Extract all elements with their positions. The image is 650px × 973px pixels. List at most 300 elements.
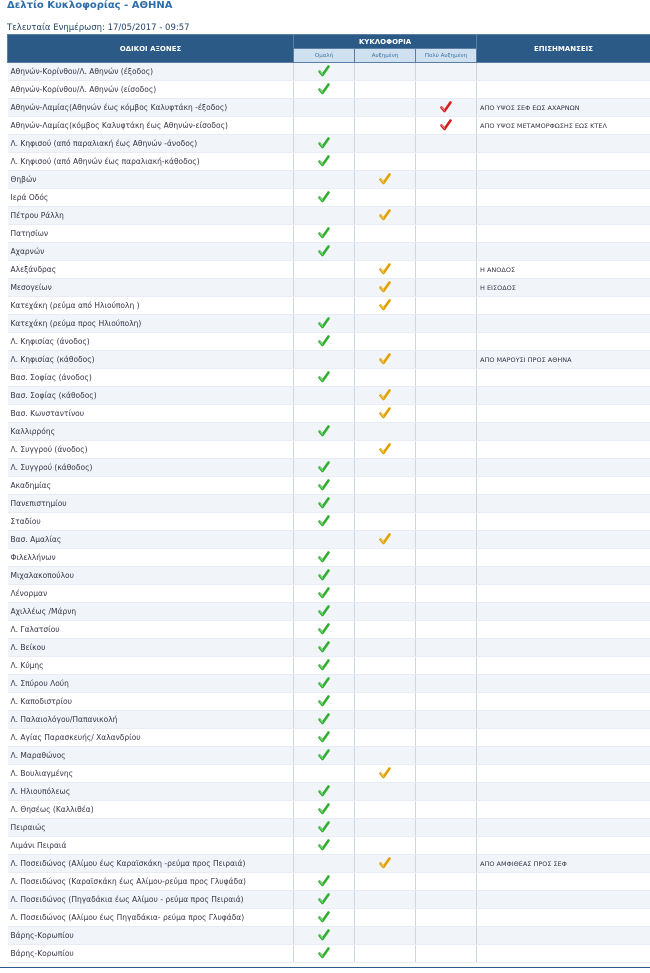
table-row [8, 63, 650, 81]
green-check-icon [318, 605, 330, 619]
remark-text [477, 441, 650, 459]
status-cell-very [416, 135, 477, 153]
remark-text [477, 495, 650, 513]
road-name: Λ. Αγίας Παρασκευής/ Χαλανδρίου [8, 729, 294, 747]
table-row [8, 261, 650, 279]
status-cell-normal [294, 765, 355, 783]
table-row [8, 891, 650, 909]
orange-check-icon [379, 389, 391, 403]
status-cell-very [416, 243, 477, 261]
status-cell-increased [355, 873, 416, 891]
table-row [8, 369, 650, 387]
green-check-icon [318, 785, 330, 799]
status-cell-very [416, 189, 477, 207]
road-name: Κατεχάκη (ρεύμα προς Ηλιούπολη) [8, 315, 294, 333]
table-row [8, 189, 650, 207]
status-cell-normal [294, 63, 355, 81]
table-row [8, 495, 650, 513]
table-row [8, 315, 650, 333]
table-row [8, 837, 650, 855]
status-cell-increased [355, 459, 416, 477]
status-cell-very [416, 333, 477, 351]
status-cell-very [416, 99, 477, 117]
status-cell-normal [294, 927, 355, 945]
table-row [8, 603, 650, 621]
remark-text [477, 729, 650, 747]
status-cell-normal [294, 531, 355, 549]
road-name: Αλεξάνδρας [8, 261, 294, 279]
remark-text [477, 747, 650, 765]
road-name: Πανεπιστημίου [8, 495, 294, 513]
green-check-icon [318, 623, 330, 637]
green-check-icon [318, 371, 330, 385]
road-name: Λ. Μαραθώνος [8, 747, 294, 765]
road-name: Πατησίων [8, 225, 294, 243]
status-cell-increased [355, 333, 416, 351]
status-cell-very [416, 945, 477, 963]
status-cell-increased [355, 423, 416, 441]
status-cell-normal [294, 891, 355, 909]
green-check-icon [318, 155, 330, 169]
remark-text [477, 531, 650, 549]
status-cell-very [416, 819, 477, 837]
status-cell-increased [355, 279, 416, 297]
table-row [8, 207, 650, 225]
status-cell-normal [294, 225, 355, 243]
remark-text [477, 657, 650, 675]
remark-text [477, 387, 650, 405]
status-cell-normal [294, 243, 355, 261]
remark-text [477, 405, 650, 423]
status-cell-normal [294, 261, 355, 279]
table-row [8, 477, 650, 495]
status-cell-increased [355, 495, 416, 513]
table-row [8, 243, 650, 261]
status-cell-very [416, 279, 477, 297]
status-cell-very [416, 405, 477, 423]
road-name: Αθηνών-Κορίνθου/Λ. Αθηνών (έξοδος) [8, 63, 294, 81]
status-cell-increased [355, 909, 416, 927]
green-check-icon [318, 821, 330, 835]
green-check-icon [318, 461, 330, 475]
status-cell-normal [294, 513, 355, 531]
table-row [8, 387, 650, 405]
remark-text [477, 567, 650, 585]
status-cell-normal [294, 729, 355, 747]
table-row [8, 333, 650, 351]
green-check-icon [318, 191, 330, 205]
status-cell-normal [294, 387, 355, 405]
road-name: Πέτρου Ράλλη [8, 207, 294, 225]
road-name: Βάρης-Κορωπίου [8, 927, 294, 945]
remark-text [477, 423, 650, 441]
status-cell-increased [355, 81, 416, 99]
status-cell-very [416, 765, 477, 783]
green-check-icon [318, 713, 330, 727]
road-name: Βασ. Κωνσταντίνου [8, 405, 294, 423]
status-cell-very [416, 351, 477, 369]
status-cell-increased [355, 747, 416, 765]
status-cell-increased [355, 297, 416, 315]
status-cell-very [416, 297, 477, 315]
green-check-icon [318, 245, 330, 259]
status-cell-normal [294, 189, 355, 207]
table-row [8, 819, 650, 837]
road-name: Αχαρνών [8, 243, 294, 261]
table-row [8, 711, 650, 729]
status-cell-normal [294, 675, 355, 693]
status-cell-increased [355, 531, 416, 549]
status-cell-normal [294, 297, 355, 315]
table-row [8, 117, 650, 135]
status-cell-increased [355, 63, 416, 81]
orange-check-icon [379, 263, 391, 277]
green-check-icon [318, 497, 330, 511]
remark-text [477, 81, 650, 99]
road-name: Αθηνών-Λαμίας(κόμβος Καλυφτάκη έως Αθηνών-είσοδος) [8, 117, 294, 135]
road-name: Αθηνών-Λαμίας(Αθηνών έως κόμβος Καλυφτάκη -έξοδος) [8, 99, 294, 117]
remark-text [477, 621, 650, 639]
status-cell-very [416, 315, 477, 333]
road-name: Θηβών [8, 171, 294, 189]
orange-check-icon [379, 353, 391, 367]
status-cell-increased [355, 441, 416, 459]
orange-check-icon [379, 533, 391, 547]
status-cell-increased [355, 711, 416, 729]
green-check-icon [318, 929, 330, 943]
status-cell-very [416, 477, 477, 495]
orange-check-icon [379, 281, 391, 295]
remark-text [477, 315, 650, 333]
status-cell-increased [355, 783, 416, 801]
green-check-icon [318, 335, 330, 349]
status-cell-very [416, 729, 477, 747]
traffic-table [7, 34, 650, 963]
table-row [8, 549, 650, 567]
remark-text [477, 927, 650, 945]
status-cell-very [416, 531, 477, 549]
road-name: Λ. Βουλιαγμένης [8, 765, 294, 783]
orange-check-icon [379, 209, 391, 223]
status-cell-increased [355, 351, 416, 369]
table-row [8, 513, 650, 531]
table-row [8, 783, 650, 801]
table-row [8, 153, 650, 171]
status-cell-very [416, 621, 477, 639]
road-name: Μιχαλακοπούλου [8, 567, 294, 585]
green-check-icon [318, 515, 330, 529]
table-row [8, 729, 650, 747]
status-cell-increased [355, 819, 416, 837]
status-cell-increased [355, 603, 416, 621]
remark-text: ΑΠΟ ΥΨΟΣ ΣΕΦ ΕΩΣ ΑΧΑΡΝΩΝ [477, 99, 650, 117]
status-cell-increased [355, 477, 416, 495]
status-cell-very [416, 495, 477, 513]
green-check-icon [318, 83, 330, 97]
green-check-icon [318, 479, 330, 493]
green-check-icon [318, 65, 330, 79]
status-cell-normal [294, 621, 355, 639]
green-check-icon [318, 947, 330, 961]
status-cell-increased [355, 135, 416, 153]
road-name: Λ. Ποσειδώνος (Καραϊσκάκη έως Αλίμου-ρεύμα προς Γλυφάδα) [8, 873, 294, 891]
remark-text [477, 369, 650, 387]
orange-check-icon [379, 857, 391, 871]
road-name: Λ. Θησέως (Καλλιθέα) [8, 801, 294, 819]
road-name: Κατεχάκη (ρεύμα από Ηλιούπολη ) [8, 297, 294, 315]
page-title: Δελτίο Κυκλοφορίας - ΑΘΗΝΑ [7, 0, 173, 11]
status-cell-very [416, 441, 477, 459]
remark-text: Η ΕΙΣΟΔΟΣ [477, 279, 650, 297]
status-cell-normal [294, 603, 355, 621]
green-check-icon [318, 137, 330, 151]
green-check-icon [318, 749, 330, 763]
status-cell-normal [294, 171, 355, 189]
status-cell-very [416, 117, 477, 135]
road-name: Λ. Καποδιστρίου [8, 693, 294, 711]
status-cell-very [416, 81, 477, 99]
status-cell-increased [355, 927, 416, 945]
status-cell-normal [294, 81, 355, 99]
road-name: Λ. Κηφισίας (κάθοδος) [8, 351, 294, 369]
remark-text: ΑΠΟ ΜΑΡΟΥΣΙ ΠΡΟΣ ΑΘΗΝΑ [477, 351, 650, 369]
remark-text [477, 639, 650, 657]
table-row [8, 441, 650, 459]
status-cell-normal [294, 153, 355, 171]
status-cell-increased [355, 549, 416, 567]
remark-text [477, 153, 650, 171]
status-cell-increased [355, 117, 416, 135]
status-cell-very [416, 63, 477, 81]
green-check-icon [318, 839, 330, 853]
road-name: Πειραιώς [8, 819, 294, 837]
orange-check-icon [379, 767, 391, 781]
remark-text: ΑΠΟ ΥΨΟΣ ΜΕΤΑΜΟΡΦΩΣΗΣ ΕΩΣ ΚΤΕΛ [477, 117, 650, 135]
table-row [8, 171, 650, 189]
table-row [8, 531, 650, 549]
status-cell-very [416, 459, 477, 477]
remark-text [477, 801, 650, 819]
normal-subheader: Ομαλή [294, 49, 355, 63]
status-cell-normal [294, 567, 355, 585]
status-cell-very [416, 549, 477, 567]
status-cell-normal [294, 207, 355, 225]
remark-text [477, 675, 650, 693]
table-row [8, 81, 650, 99]
table-row [8, 567, 650, 585]
status-cell-increased [355, 621, 416, 639]
status-cell-normal [294, 333, 355, 351]
table-row [8, 693, 650, 711]
status-cell-normal [294, 495, 355, 513]
table-row [8, 351, 650, 369]
status-cell-increased [355, 153, 416, 171]
remark-text [477, 585, 650, 603]
road-name: Λ. Συγγρού (κάθοδος) [8, 459, 294, 477]
remark-text [477, 945, 650, 963]
green-check-icon [318, 803, 330, 817]
table-row [8, 765, 650, 783]
road-name: Μεσογείων [8, 279, 294, 297]
status-cell-normal [294, 549, 355, 567]
status-cell-very [416, 891, 477, 909]
status-cell-normal [294, 819, 355, 837]
road-name: Λιμάνι Πειραιά [8, 837, 294, 855]
status-cell-very [416, 783, 477, 801]
remark-text [477, 135, 650, 153]
road-name: Λ. Ποσειδώνος (Αλίμου έως Καραϊσκάκη -ρεύμα προς Πειραιά) [8, 855, 294, 873]
road-name: Αχιλλέως /Μάρνη [8, 603, 294, 621]
orange-check-icon [379, 173, 391, 187]
road-name: Σταδίου [8, 513, 294, 531]
status-cell-normal [294, 639, 355, 657]
remark-text [477, 891, 650, 909]
remark-text [477, 603, 650, 621]
increased-subheader: Αυξημένη [355, 49, 416, 63]
status-cell-very [416, 261, 477, 279]
remark-text [477, 783, 650, 801]
road-name: Αθηνών-Κορίνθου/Λ. Αθηνών (είσοδος) [8, 81, 294, 99]
remark-text [477, 765, 650, 783]
status-cell-normal [294, 315, 355, 333]
status-cell-normal [294, 441, 355, 459]
status-cell-normal [294, 423, 355, 441]
status-cell-normal [294, 909, 355, 927]
status-cell-increased [355, 657, 416, 675]
table-row [8, 945, 650, 963]
status-cell-increased [355, 639, 416, 657]
status-cell-normal [294, 477, 355, 495]
road-name: Λ. Κηφισού (από Αθηνών έως παραλιακή-κάθοδος) [8, 153, 294, 171]
status-cell-increased [355, 765, 416, 783]
remark-text [477, 693, 650, 711]
road-name: Βασ. Σοφίας (άνοδος) [8, 369, 294, 387]
table-row [8, 225, 650, 243]
status-cell-normal [294, 747, 355, 765]
road-name: Βασ. Αμαλίας [8, 531, 294, 549]
red-check-icon [440, 101, 452, 115]
road-name: Ιερά Οδός [8, 189, 294, 207]
remark-text [477, 63, 650, 81]
status-cell-increased [355, 171, 416, 189]
remark-text: ΑΠΟ ΑΜΦΙΘΕΑΣ ΠΡΟΣ ΣΕΦ [477, 855, 650, 873]
status-cell-very [416, 513, 477, 531]
status-cell-normal [294, 585, 355, 603]
road-name: Λ. Κηφισού (από παραλιακή έως Αθηνών -άνοδος) [8, 135, 294, 153]
road-name: Λ. Ποσειδώνος (Αλίμου έως Πηγαδάκια- ρεύμα προς Γλυφάδα) [8, 909, 294, 927]
status-cell-increased [355, 513, 416, 531]
orange-check-icon [379, 299, 391, 313]
road-name: Ακαδημίας [8, 477, 294, 495]
green-check-icon [318, 641, 330, 655]
status-cell-increased [355, 387, 416, 405]
table-row [8, 873, 650, 891]
remark-text [477, 477, 650, 495]
status-cell-increased [355, 405, 416, 423]
road-name: Λ. Κύμης [8, 657, 294, 675]
status-cell-very [416, 171, 477, 189]
remark-text [477, 549, 650, 567]
remark-text: Η ΑΝΟΔΟΣ [477, 261, 650, 279]
remark-text [477, 909, 650, 927]
bottom-divider [0, 967, 650, 968]
green-check-icon [318, 227, 330, 241]
remark-text [477, 459, 650, 477]
green-check-icon [318, 911, 330, 925]
status-cell-increased [355, 261, 416, 279]
status-cell-increased [355, 189, 416, 207]
table-row [8, 279, 650, 297]
status-cell-very [416, 693, 477, 711]
remark-text [477, 225, 650, 243]
table-row [8, 423, 650, 441]
table-row [8, 675, 650, 693]
status-cell-normal [294, 693, 355, 711]
status-cell-increased [355, 225, 416, 243]
orange-check-icon [379, 443, 391, 457]
status-cell-very [416, 837, 477, 855]
road-name: Λ. Γαλατσίου [8, 621, 294, 639]
green-check-icon [318, 425, 330, 439]
remark-text [477, 711, 650, 729]
last-update-text: Τελευταία Ενημέρωση: 17/05/2017 - 09:57 [7, 23, 190, 33]
table-row [8, 135, 650, 153]
road-name: Λ. Ποσειδώνος (Πηγαδάκια έως Αλίμου - ρεύμα προς Πειραιά) [8, 891, 294, 909]
green-check-icon [318, 569, 330, 583]
road-axes-header: ΟΔΙΚΟΙ ΑΞΟΝΕΣ [8, 35, 294, 63]
status-cell-very [416, 909, 477, 927]
table-row [8, 297, 650, 315]
status-cell-increased [355, 693, 416, 711]
table-row [8, 657, 650, 675]
status-cell-normal [294, 459, 355, 477]
status-cell-normal [294, 711, 355, 729]
remark-text [477, 243, 650, 261]
status-cell-very [416, 423, 477, 441]
status-cell-normal [294, 279, 355, 297]
road-name: Λ. Σπύρου Λούη [8, 675, 294, 693]
status-cell-very [416, 927, 477, 945]
green-check-icon [318, 551, 330, 565]
remark-text [477, 189, 650, 207]
road-name: Λ. Παλαιολόγου/Παπανικολή [8, 711, 294, 729]
road-name: Βασ. Σοφίας (κάθοδος) [8, 387, 294, 405]
table-row [8, 801, 650, 819]
remark-text [477, 171, 650, 189]
status-cell-increased [355, 585, 416, 603]
status-cell-increased [355, 729, 416, 747]
status-cell-normal [294, 837, 355, 855]
status-cell-increased [355, 855, 416, 873]
status-cell-increased [355, 891, 416, 909]
status-cell-very [416, 639, 477, 657]
remarks-header: ΕΠΙΣΗΜΑΝΣΕΙΣ [477, 35, 650, 63]
status-cell-increased [355, 243, 416, 261]
road-name: Λ. Ηλιουπόλεως [8, 783, 294, 801]
status-cell-increased [355, 945, 416, 963]
green-check-icon [318, 317, 330, 331]
table-row [8, 909, 650, 927]
road-name: Λ. Κηφισίας (άνοδος) [8, 333, 294, 351]
table-row [8, 855, 650, 873]
remark-text [477, 513, 650, 531]
road-name: Λ. Βείκου [8, 639, 294, 657]
status-cell-increased [355, 207, 416, 225]
status-cell-normal [294, 117, 355, 135]
green-check-icon [318, 587, 330, 601]
road-name: Λ. Συγγρού (άνοδος) [8, 441, 294, 459]
status-cell-normal [294, 657, 355, 675]
